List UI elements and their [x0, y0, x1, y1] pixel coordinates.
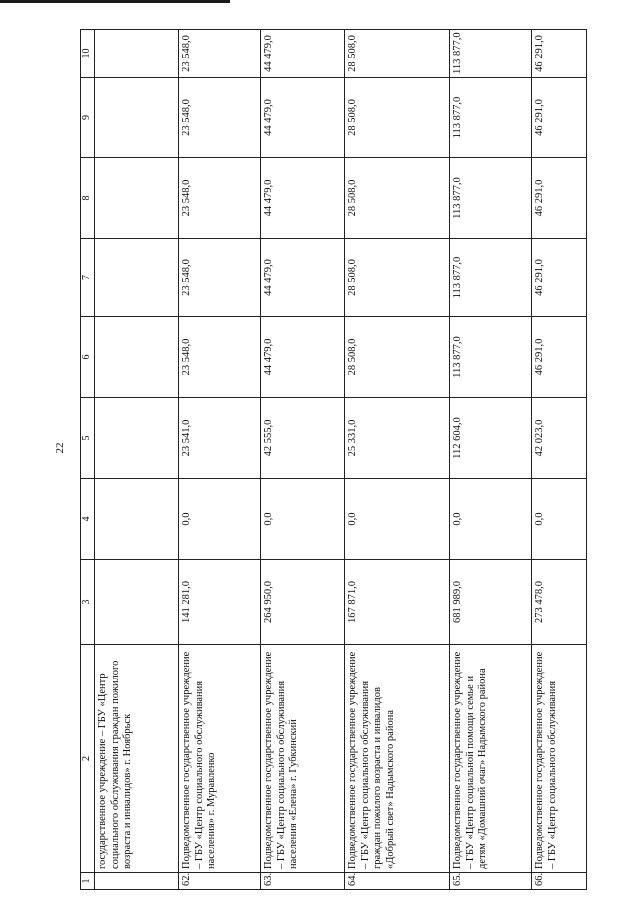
table-row — [532, 30, 587, 890]
amount-cell — [95, 317, 179, 398]
table-row — [450, 30, 532, 890]
institution-name: Подведомственное государственное учреждение – ГБУ «Центр социального обслуживания населения «Елена» г. Губкинский — [261, 645, 345, 873]
amount-cell: 113 877,0 — [450, 239, 532, 317]
amount-cell: 0,0 — [450, 479, 532, 560]
row-number: 62. — [179, 873, 261, 890]
column-number: 7 — [81, 239, 95, 317]
rotated-table-wrapper — [80, 30, 620, 890]
column-number: 6 — [81, 317, 95, 398]
amount-cell: 141 281,0 — [179, 560, 261, 645]
row-number: 65. — [450, 873, 532, 890]
institution-name: Подведомственное государственное учреждение – ГБУ «Центр социального обслуживания — [532, 645, 587, 873]
amount-cell — [95, 158, 179, 239]
amount-cell — [95, 560, 179, 645]
amount-cell: 44 479,0 — [261, 30, 345, 78]
page-number: 22 — [54, 442, 66, 454]
amount-cell: 113 877,0 — [450, 30, 532, 78]
table-row — [345, 30, 450, 890]
column-number: 9 — [81, 78, 95, 158]
amount-cell: 44 479,0 — [261, 78, 345, 158]
table-row — [179, 30, 261, 890]
amount-cell: 23 541,0 — [179, 398, 261, 479]
column-number: 8 — [81, 158, 95, 239]
amount-cell — [95, 30, 179, 78]
amount-cell: 28 508,0 — [345, 239, 450, 317]
amount-cell: 28 508,0 — [345, 158, 450, 239]
amount-cell: 273 478,0 — [532, 560, 587, 645]
amount-cell: 44 479,0 — [261, 317, 345, 398]
amount-cell: 44 479,0 — [261, 158, 345, 239]
institution-name: Подведомственное государственное учреждение – ГБУ «Центр социального обслуживания граждан пожилого возраста и инвалидов «Добрый свет» Надымского района — [345, 645, 450, 873]
amount-cell: 46 291,0 — [532, 30, 587, 78]
amount-cell: 28 508,0 — [345, 317, 450, 398]
amount-cell: 112 604,0 — [450, 398, 532, 479]
amount-cell: 23 548,0 — [179, 30, 261, 78]
amount-cell: 264 950,0 — [261, 560, 345, 645]
amount-cell: 23 548,0 — [179, 78, 261, 158]
table-row — [95, 30, 179, 890]
amount-cell: 46 291,0 — [532, 317, 587, 398]
amount-cell: 23 548,0 — [179, 158, 261, 239]
row-number: 63. — [261, 873, 345, 890]
amount-cell — [95, 239, 179, 317]
amount-cell: 167 871,0 — [345, 560, 450, 645]
amount-cell: 23 548,0 — [179, 239, 261, 317]
column-number: 4 — [81, 479, 95, 560]
institution-name: государственное учреждение – ГБУ «Центр социального обслуживания граждан пожилого возраста и инвалидов» г. Ноябрьск — [95, 645, 179, 873]
table-row — [261, 30, 345, 890]
institution-name: Подведомственное государственное учреждение – ГБУ «Центр социальной помощи семье и детям «Домашний очаг» Надымского района — [450, 645, 532, 873]
amount-cell: 681 989,0 — [450, 560, 532, 645]
amount-cell: 113 877,0 — [450, 158, 532, 239]
scan-edge-mark — [0, 0, 230, 3]
amount-cell — [95, 479, 179, 560]
column-number-row — [81, 30, 95, 890]
column-number: 3 — [81, 560, 95, 645]
table-body — [81, 30, 587, 890]
amount-cell: 44 479,0 — [261, 239, 345, 317]
amount-cell: 42 555,0 — [261, 398, 345, 479]
row-number: 64. — [345, 873, 450, 890]
amount-cell: 0,0 — [532, 479, 587, 560]
amount-cell: 23 548,0 — [179, 317, 261, 398]
column-number: 10 — [81, 30, 95, 78]
amount-cell: 0,0 — [261, 479, 345, 560]
row-number: 66. — [532, 873, 587, 890]
amount-cell: 46 291,0 — [532, 239, 587, 317]
column-number: 2 — [81, 645, 95, 873]
column-number: 1 — [81, 873, 95, 890]
amount-cell: 25 331,0 — [345, 398, 450, 479]
budget-table — [80, 29, 587, 890]
amount-cell: 28 508,0 — [345, 30, 450, 78]
amount-cell: 46 291,0 — [532, 78, 587, 158]
row-number — [95, 873, 179, 890]
amount-cell: 113 877,0 — [450, 78, 532, 158]
amount-cell: 113 877,0 — [450, 317, 532, 398]
amount-cell — [95, 398, 179, 479]
amount-cell — [95, 78, 179, 158]
amount-cell: 0,0 — [179, 479, 261, 560]
column-number: 5 — [81, 398, 95, 479]
amount-cell: 28 508,0 — [345, 78, 450, 158]
amount-cell: 46 291,0 — [532, 158, 587, 239]
institution-name: Подведомственное государственное учреждение – ГБУ «Центр социального обслуживания населения» г. Муравленко — [179, 645, 261, 873]
amount-cell: 0,0 — [345, 479, 450, 560]
amount-cell: 42 023,0 — [532, 398, 587, 479]
